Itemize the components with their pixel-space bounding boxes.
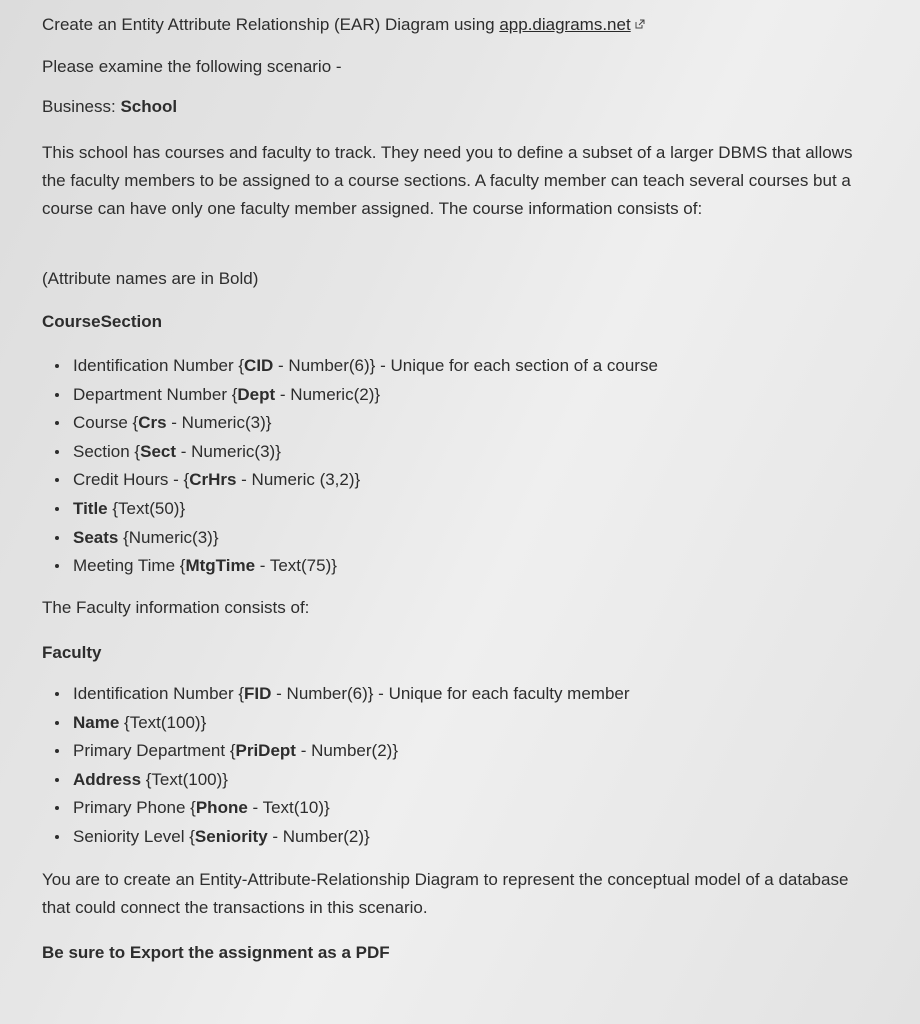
attribute-name: PriDept [235,741,296,761]
course-attribute-item [42,352,658,381]
attribute-post-text: - Text(10)} [247,798,330,818]
export-note: Be sure to Export the assignment as a PDF [42,943,390,962]
attribute-name: FID [244,684,272,703]
bullet-icon [55,536,59,540]
faculty-intro: The Faculty information consists of: [42,598,310,617]
attribute-post-text: - Number(2)} [267,826,370,846]
attribute-name: Crs [138,413,167,433]
faculty-attribute-item [42,709,630,738]
attribute-post-text: - Numeric(3)} [166,413,272,433]
course-attribute-item [42,495,658,524]
attribute-post-text: - Numeric(3)} [176,441,281,461]
course-attribute-item [42,438,658,467]
attribute-name: Phone [195,798,248,818]
business-line [42,96,177,118]
external-link-icon[interactable] [635,19,645,29]
bullet-icon [55,721,59,725]
attribute-name: Sect [140,441,177,461]
course-attribute-item [42,466,658,495]
scenario-paragraph: This school has courses and faculty to track. They need you to define a subset of a larger DBMS that allows the faculty members to be assigned to a course sections. A faculty member can teach several courses but a course can have only one faculty member assigned. The course information consists of: [42,143,853,218]
faculty-attribute-list [42,680,630,852]
bullet-icon [55,564,59,568]
attribute-name: Seniority [194,826,268,846]
attribute-note: (Attribute names are in Bold) [42,269,259,288]
faculty-attribute-item [42,766,630,795]
bullet-icon [55,364,59,368]
diagrams-link[interactable]: app.diagrams.net [499,15,631,34]
attribute-pre-text: Primary Department { [73,741,236,761]
assignment-title [42,14,645,36]
attribute-pre-text: Section { [73,441,141,461]
attribute-post-text: {Text(100)} [141,769,228,789]
bullet-icon [55,507,59,511]
attribute-name: Address [73,769,142,789]
task-paragraph: You are to create an Entity-Attribute-Relationship Diagram to represent the conceptual model of a database that could connect the transactions in this scenario. [42,870,849,917]
attribute-post-text: - Numeric (3,2)} [236,470,361,490]
bullet-icon [55,778,59,782]
attribute-post-text: - Numeric(2)} [275,384,381,404]
attribute-post-text: - Number(6)} - Unique for each faculty member [271,684,630,703]
course-attribute-item [42,552,658,581]
attribute-post-text: - Number(6)} - Unique for each section of a course [273,356,658,375]
attribute-pre-text: Seniority Level { [73,826,195,846]
attribute-post-text: - Text(75)} [255,556,337,576]
bullet-icon [55,478,59,482]
attribute-name: Seats [73,527,119,547]
attribute-post-text: {Text(100)} [119,712,207,732]
bullet-icon [55,692,59,696]
faculty-heading: Faculty [42,643,102,662]
faculty-attribute-item [42,823,630,852]
attribute-post-text: - Number(2)} [295,741,398,761]
bullet-icon [55,749,59,753]
title-text: Create an Entity Attribute Relationship (EAR) Diagram using [42,15,500,34]
bullet-icon [55,393,59,397]
faculty-attribute-item [42,737,630,766]
course-section-heading: CourseSection [42,312,162,331]
faculty-attribute-item [42,680,630,709]
bullet-icon [55,450,59,454]
attribute-pre-text: Identification Number { [73,356,245,375]
attribute-post-text: {Numeric(3)} [118,527,219,547]
course-section-attribute-list [42,352,658,581]
attribute-pre-text: Meeting Time { [73,556,186,576]
business-label: Business: [42,97,121,116]
attribute-pre-text: Credit Hours - { [73,470,190,490]
business-value: School [120,97,178,116]
bullet-icon [55,421,59,425]
bullet-icon [55,835,59,839]
bullet-icon [55,806,59,810]
course-attribute-item [42,381,658,410]
attribute-pre-text: Identification Number { [73,684,245,703]
attribute-name: MtgTime [185,556,256,576]
intro-text: Please examine the following scenario - [42,57,342,76]
attribute-post-text: {Text(50)} [107,498,186,518]
attribute-name: CID [244,356,274,375]
attribute-pre-text: Primary Phone { [73,798,196,818]
attribute-name: CrHrs [189,470,237,490]
course-attribute-item [42,409,658,438]
attribute-name: Dept [237,384,276,404]
attribute-name: Name [73,712,120,732]
attribute-pre-text: Course { [73,413,139,433]
faculty-attribute-item [42,794,630,823]
course-attribute-item [42,524,658,553]
attribute-name: Title [73,498,108,518]
attribute-pre-text: Department Number { [73,384,238,404]
